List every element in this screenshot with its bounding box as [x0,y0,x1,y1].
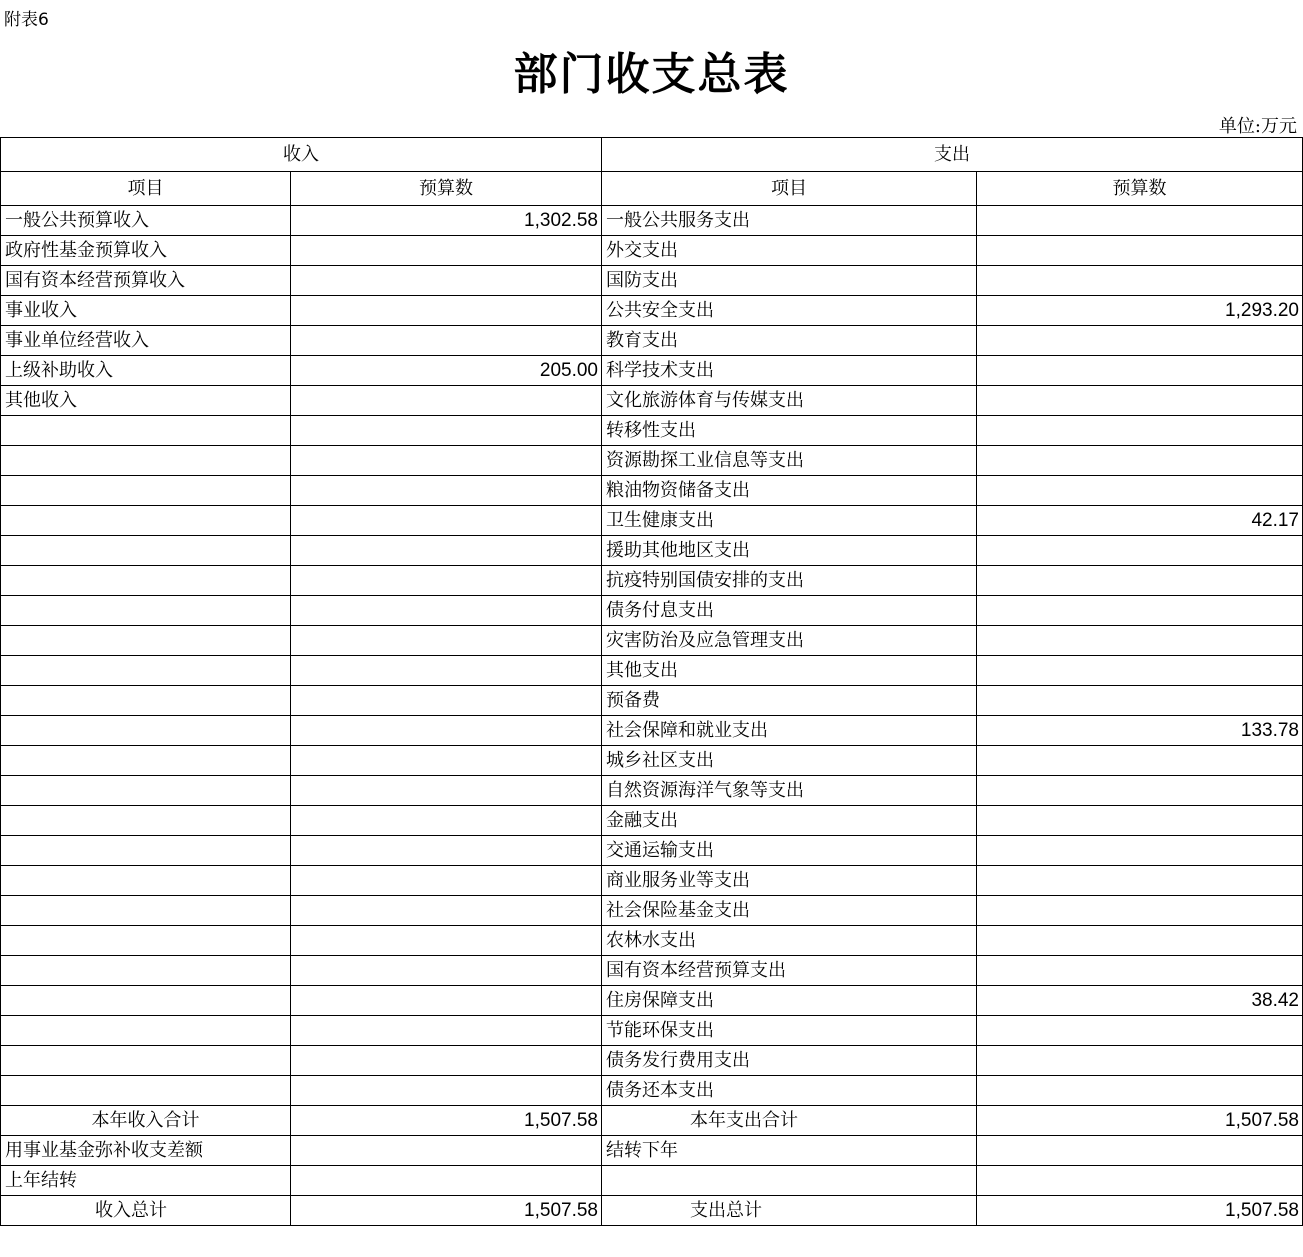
table-row [1,986,1303,1016]
income-amount-cell [291,836,602,866]
unit-label: 单位:万元 [1218,116,1297,137]
grand-income-total-amount: 1,507.58 [291,1196,602,1226]
expense-amount-cell: 1,293.20 [977,296,1303,326]
income-item-cell [1,746,291,776]
income-item-cell [1,656,291,686]
expense-amount-cell [977,596,1303,626]
expense-amount-cell [977,836,1303,866]
expense-amount-cell [977,866,1303,896]
attachment-label: 附表6 [4,10,49,30]
table-row [1,746,1303,776]
grand-total-row [1,1196,1303,1226]
expense-item-cell: 灾害防治及应急管理支出 [602,626,977,656]
table-row [1,536,1303,566]
empty-cell [602,1166,977,1196]
table-row [1,236,1303,266]
expense-item-cell: 金融支出 [602,806,977,836]
income-item-cell [1,836,291,866]
income-item-cell [1,1076,291,1106]
section-header-row [1,138,1303,172]
expense-item-cell: 抗疫特别国债安排的支出 [602,566,977,596]
table-row [1,206,1303,236]
income-amount-cell [291,986,602,1016]
expense-amount-cell [977,356,1303,386]
expense-item-cell: 一般公共服务支出 [602,206,977,236]
expense-item-cell: 转移性支出 [602,416,977,446]
table-row [1,1076,1303,1106]
table-row [1,566,1303,596]
carry-forward-label: 结转下年 [602,1136,977,1166]
income-item-cell [1,866,291,896]
expense-amount-cell [977,236,1303,266]
table-row [1,776,1303,806]
expense-item-cell: 其他支出 [602,656,977,686]
expense-amount-cell [977,776,1303,806]
table-row [1,626,1303,656]
income-item-cell: 一般公共预算收入 [1,206,291,236]
expense-item-cell: 住房保障支出 [602,986,977,1016]
table-row [1,356,1303,386]
expense-item-cell: 农林水支出 [602,926,977,956]
year-total-row [1,1106,1303,1136]
income-item-cell [1,986,291,1016]
fund-supplement-label: 用事业基金弥补收支差额 [1,1136,291,1166]
expense-amount-cell [977,1016,1303,1046]
income-item-cell [1,566,291,596]
fund-supplement-row [1,1136,1303,1166]
income-item-cell: 上级补助收入 [1,356,291,386]
income-amount-cell [291,566,602,596]
income-amount-cell [291,746,602,776]
budget-table [0,137,1303,1226]
expense-amount-cell: 38.42 [977,986,1303,1016]
expense-amount-cell [977,326,1303,356]
income-amount-cell: 205.00 [291,356,602,386]
income-amount-cell [291,626,602,656]
expense-amount-cell [977,956,1303,986]
year-income-total-label: 本年收入合计 [1,1106,291,1136]
income-item-cell [1,416,291,446]
expense-amount-cell [977,686,1303,716]
income-item-cell [1,896,291,926]
income-amount-cell [291,416,602,446]
expense-budget-header: 预算数 [977,172,1303,206]
income-amount-cell [291,596,602,626]
income-amount-cell [291,296,602,326]
income-item-cell [1,686,291,716]
income-item-cell [1,806,291,836]
grand-expense-total-amount: 1,507.58 [977,1196,1303,1226]
expense-item-cell: 科学技术支出 [602,356,977,386]
expense-item-cell: 社会保险基金支出 [602,896,977,926]
grand-expense-total-label: 支出总计 [602,1196,977,1226]
income-amount-cell [291,386,602,416]
expense-item-cell: 社会保障和就业支出 [602,716,977,746]
income-item-cell [1,716,291,746]
expense-item-cell: 公共安全支出 [602,296,977,326]
expense-amount-cell [977,626,1303,656]
income-amount-cell [291,1016,602,1046]
income-amount-cell [291,776,602,806]
income-item-cell [1,476,291,506]
expense-item-cell: 自然资源海洋气象等支出 [602,776,977,806]
table-row [1,926,1303,956]
income-item-cell [1,596,291,626]
income-amount-cell [291,866,602,896]
expense-item-cell: 资源勘探工业信息等支出 [602,446,977,476]
table-row [1,266,1303,296]
expense-header: 支出 [602,138,1303,172]
year-expense-total-label: 本年支出合计 [602,1106,977,1136]
expense-item-cell: 教育支出 [602,326,977,356]
table-row [1,836,1303,866]
table-row [1,416,1303,446]
income-amount-cell [291,896,602,926]
table-row [1,446,1303,476]
table-row [1,326,1303,356]
table-row [1,1016,1303,1046]
income-amount-cell [291,1076,602,1106]
table-row [1,866,1303,896]
expense-item-cell: 文化旅游体育与传媒支出 [602,386,977,416]
expense-amount-cell [977,896,1303,926]
prev-year-row [1,1166,1303,1196]
income-item-cell: 国有资本经营预算收入 [1,266,291,296]
income-amount-cell [291,656,602,686]
income-item-cell: 事业单位经营收入 [1,326,291,356]
income-amount-cell [291,476,602,506]
table-row [1,956,1303,986]
income-item-cell: 事业收入 [1,296,291,326]
expense-item-cell: 预备费 [602,686,977,716]
income-item-cell [1,536,291,566]
prev-year-amount [291,1166,602,1196]
income-item-cell [1,956,291,986]
expense-amount-cell [977,446,1303,476]
expense-item-cell: 节能环保支出 [602,1016,977,1046]
income-item-cell [1,506,291,536]
income-amount-cell [291,1046,602,1076]
expense-amount-cell [977,416,1303,446]
expense-item-cell: 国有资本经营预算支出 [602,956,977,986]
table-row [1,386,1303,416]
income-budget-header: 预算数 [291,172,602,206]
expense-item-cell: 商业服务业等支出 [602,866,977,896]
expense-item-cell: 城乡社区支出 [602,746,977,776]
income-amount-cell [291,956,602,986]
table-row [1,1046,1303,1076]
income-item-cell [1,446,291,476]
income-amount-cell [291,806,602,836]
year-income-total-amount: 1,507.58 [291,1106,602,1136]
table-row [1,686,1303,716]
income-amount-cell [291,926,602,956]
expense-item-cell: 债务付息支出 [602,596,977,626]
income-header: 收入 [1,138,602,172]
income-item-cell: 政府性基金预算收入 [1,236,291,266]
income-amount-cell [291,236,602,266]
income-item-cell [1,776,291,806]
carry-forward-amount [977,1136,1303,1166]
income-item-cell [1,626,291,656]
table-row [1,506,1303,536]
table-row [1,596,1303,626]
fund-supplement-amount [291,1136,602,1166]
table-row [1,656,1303,686]
income-amount-cell: 1,302.58 [291,206,602,236]
expense-amount-cell [977,656,1303,686]
table-row [1,476,1303,506]
expense-item-cell: 卫生健康支出 [602,506,977,536]
prev-year-label: 上年结转 [1,1166,291,1196]
income-amount-cell [291,686,602,716]
income-amount-cell [291,716,602,746]
table-row [1,896,1303,926]
expense-item-header: 项目 [602,172,977,206]
income-item-cell [1,1046,291,1076]
expense-amount-cell [977,1046,1303,1076]
income-amount-cell [291,536,602,566]
expense-item-cell: 外交支出 [602,236,977,266]
income-item-header: 项目 [1,172,291,206]
income-item-cell [1,926,291,956]
expense-item-cell: 债务还本支出 [602,1076,977,1106]
table-row [1,716,1303,746]
expense-amount-cell [977,1076,1303,1106]
income-amount-cell [291,446,602,476]
expense-item-cell: 交通运输支出 [602,836,977,866]
expense-amount-cell [977,926,1303,956]
income-item-cell [1,1016,291,1046]
expense-amount-cell [977,536,1303,566]
expense-amount-cell [977,266,1303,296]
expense-item-cell: 债务发行费用支出 [602,1046,977,1076]
income-amount-cell [291,266,602,296]
income-amount-cell [291,506,602,536]
column-header-row [1,172,1303,206]
income-item-cell: 其他收入 [1,386,291,416]
expense-item-cell: 援助其他地区支出 [602,536,977,566]
page-title: 部门收支总表 [513,49,790,100]
year-expense-total-amount: 1,507.58 [977,1106,1303,1136]
expense-amount-cell [977,476,1303,506]
expense-amount-cell [977,206,1303,236]
expense-item-cell: 粮油物资储备支出 [602,476,977,506]
expense-amount-cell [977,566,1303,596]
expense-amount-cell: 42.17 [977,506,1303,536]
expense-amount-cell: 133.78 [977,716,1303,746]
table-row [1,806,1303,836]
empty-cell [977,1166,1303,1196]
expense-item-cell: 国防支出 [602,266,977,296]
income-amount-cell [291,326,602,356]
expense-amount-cell [977,386,1303,416]
grand-income-total-label: 收入总计 [1,1196,291,1226]
expense-amount-cell [977,746,1303,776]
expense-amount-cell [977,806,1303,836]
table-row [1,296,1303,326]
